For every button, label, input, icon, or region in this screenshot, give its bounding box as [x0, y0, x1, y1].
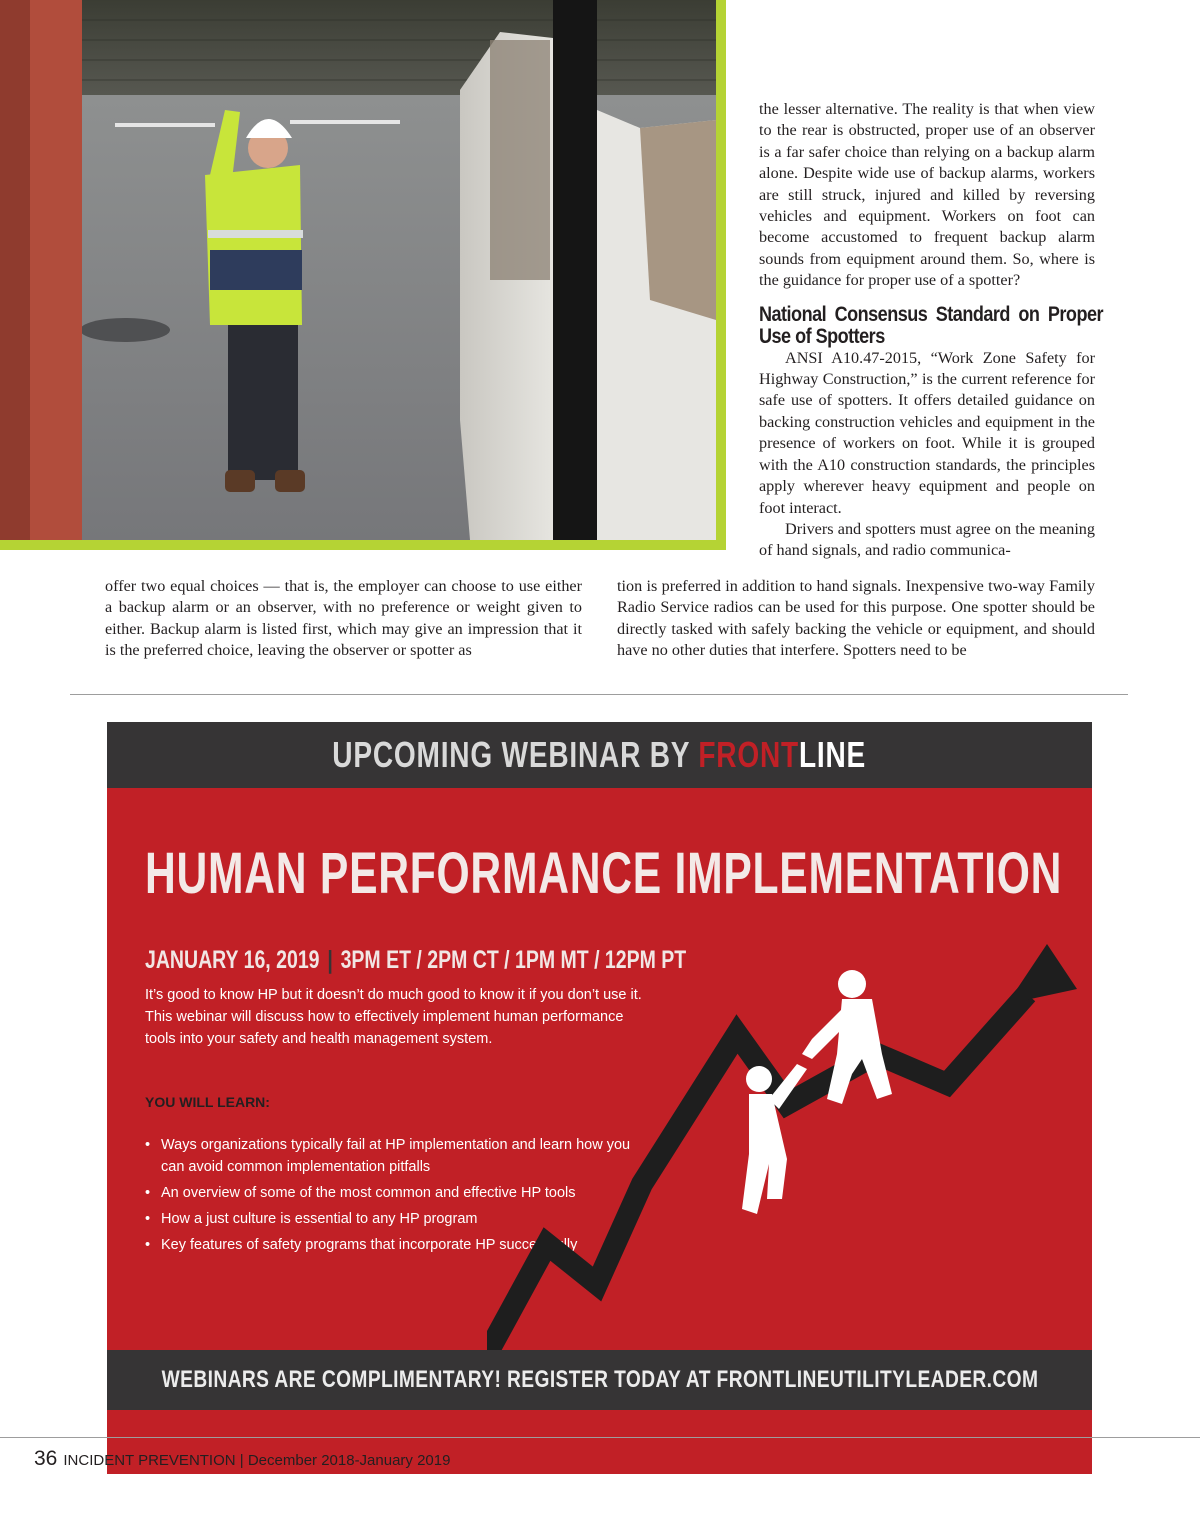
footer-rule	[0, 1437, 1200, 1438]
bottom-left-column	[105, 576, 582, 662]
ad-learn-item: • An overview of some of the most common and effective HP tools	[145, 1182, 645, 1204]
ad-description: It’s good to know HP but it doesn’t do much good to know it if you don’t use it. This webinar will discuss how to effectively implement human performance tools into your safety and health management system.	[145, 987, 642, 1047]
ad-header-prefix: UPCOMING WEBINAR BY	[332, 734, 699, 775]
ad-footer-bar[interactable]	[107, 1350, 1092, 1410]
ad-brand-line: LINE	[799, 734, 867, 775]
ad-times: 3PM ET / 2PM CT / 1PM MT / 12PM PT	[340, 946, 687, 974]
publication-line: INCIDENT PREVENTION | December 2018-January 2019	[63, 1452, 451, 1469]
ad-header-bar	[107, 722, 1092, 788]
ad-date: JANUARY 16, 2019	[145, 946, 320, 974]
ad-brand-front: FRONT	[698, 734, 800, 775]
ad-learn-item: • Key features of safety programs that incorporate HP successfully	[145, 1234, 645, 1256]
page-footer	[34, 1447, 450, 1471]
spotter-photo-illustration	[0, 0, 716, 540]
ad-learn-heading: YOU WILL LEARN:	[145, 1094, 270, 1110]
ad-learn-item: • Ways organizations typically fail at HP implementation and learn how you can avoid common implementation pitfalls	[145, 1134, 645, 1178]
webinar-ad[interactable]	[107, 722, 1092, 1474]
bottom-left-paragraph: offer two equal choices — that is, the employer can choose to use either a backup alarm or an observer, with no preference or weight given to either. Backup alarm is listed first, which may give an impression that it is the preferred choice, leaving the observer or spotter as	[105, 577, 582, 660]
section-subhead: National Consensus Standard on Proper Use of Spotters	[759, 302, 1103, 348]
ad-learn-item: • How a just culture is essential to any HP program	[145, 1208, 645, 1230]
bottom-right-paragraph: tion is preferred in addition to hand signals. Inexpensive two-way Family Radio Service radios can be used for this purpose. One spotter should be directly tasked with safely backing the vehicle or equipment, and should have no other duties that interfere. Spotters need to be	[617, 577, 1095, 660]
right-column	[759, 99, 1103, 562]
ad-title: HUMAN PERFORMANCE IMPLEMENTATION	[145, 841, 1063, 906]
drivers-paragraph: Drivers and spotters must agree on the meaning of hand signals, and radio communica-	[759, 519, 1095, 560]
climbing-arrow-graphic	[487, 944, 1092, 1364]
right-column-paragraph: the lesser alternative. The reality is that when view to the rear is obstructed, proper use of an observer is a far safer choice than relying on a backup alarm alone. Despite wide use of backup alarms, workers are still struck, injured and killed by reversing vehicles and equipment. Workers on foot can become accustomed to frequent backup alarm sounds from equipment around them. So, where is the guidance for proper use of a spotter?	[759, 100, 1095, 290]
ad-date-separator: |	[327, 946, 333, 974]
page-number: 36	[34, 1447, 58, 1470]
ansi-paragraph: ANSI A10.47-2015, “Work Zone Safety for Highway Construction,” is the current reference for safe use of spotters. It offers detailed guidance on backing construction vehicles and equipment in the presence of workers on foot. While it is grouped with the A10 construction standards, the principles apply wherever heavy equipment and people on foot interact.	[759, 348, 1095, 517]
article-divider	[70, 694, 1128, 695]
ad-register-cta[interactable]: WEBINARS ARE COMPLIMENTARY! REGISTER TODAY AT FRONTLINEUTILITYLEADER.COM	[161, 1366, 1038, 1393]
article-photo	[0, 0, 726, 550]
bottom-right-column	[617, 576, 1095, 662]
arrow-head-icon	[1007, 944, 1077, 1004]
